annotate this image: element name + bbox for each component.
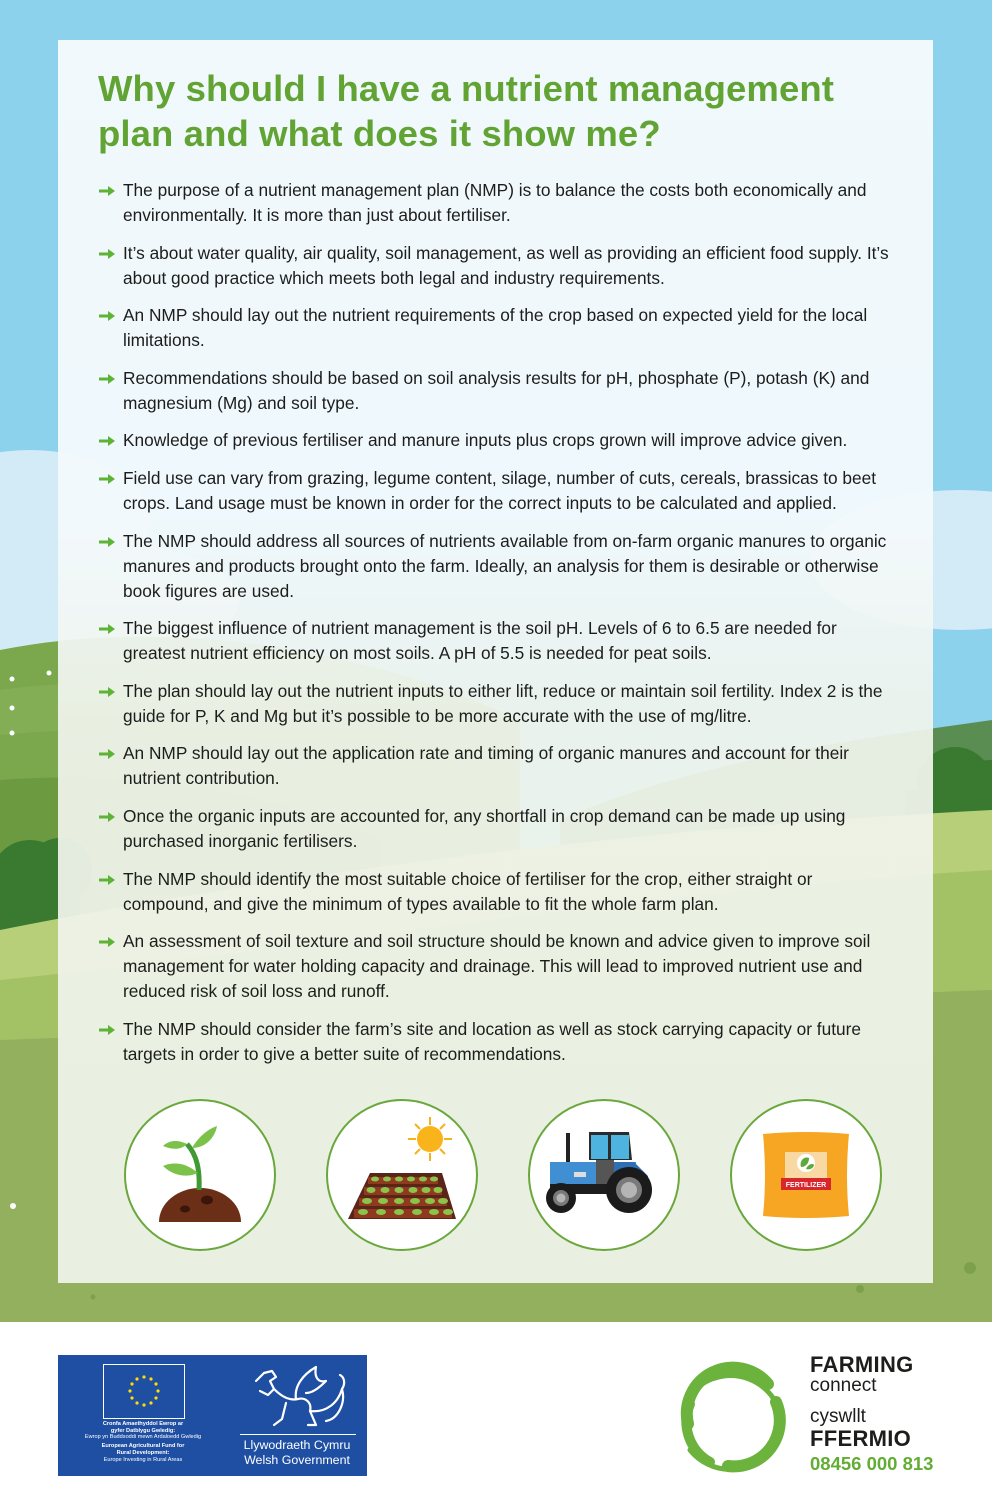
bullet-text: The plan should lay out the nutrient inputs to either lift, reduce or maintain soil fertility. Index 2 is the guide for P, K and Mg but it’s possible to be more accurate with the use of mg/litre. <box>123 680 883 726</box>
bullet-text: The purpose of a nutrient management plan (NMP) is to balance the costs both economically and environmentally. It is more than just about fertiliser. <box>123 180 867 225</box>
phone-number: 08456 000 813 <box>810 1453 934 1474</box>
welsh-gov-text <box>234 1438 360 1468</box>
bullet-text: Knowledge of previous fertiliser and manure inputs plus crops grown will improve advice given. <box>123 430 848 451</box>
bullet-text: The NMP should consider the farm’s site and location as well as stock carrying capacity or future targets in order to give a better suite of recommendations. <box>123 1018 861 1064</box>
eu-line-1: Cronfa Amaethyddol Ewrop ar <box>102 1421 184 1427</box>
connect-label: connect <box>810 1375 877 1396</box>
bullet-text: The biggest influence of nutrient management is the soil pH. Levels of 6 to 6.5 are needed for greatest nutrient efficiency on most soils. A pH of 5.5 is needed for peat soils. <box>123 618 837 664</box>
crop-field-circle <box>326 1099 478 1251</box>
fertilizer-label: FERTILIZER <box>785 1182 827 1189</box>
farming-label: FARMING <box>810 1352 914 1377</box>
content-panel <box>58 40 933 1283</box>
bullet-item <box>96 366 896 416</box>
icon-row <box>124 1099 888 1255</box>
bullet-item <box>96 804 896 854</box>
bullet-text: An assessment of soil texture and soil structure should be known and advice given to improve soil management for water holding capacity and drainage. This will lead to improved nutrient use and reduced risk of soil loss and runoff. <box>123 931 871 1002</box>
eu-fund-text <box>62 1421 224 1463</box>
bullet-text: Recommendations should be based on soil analysis results for pH, phosphate (P), potash (K) and magnesium (Mg) and soil type. <box>123 367 870 413</box>
seedling-circle <box>124 1099 276 1251</box>
blue-tractor-icon <box>544 1130 664 1220</box>
fertilizer-bag-icon <box>761 1130 851 1220</box>
eu-line-3: Ewrop yn Buddsoddi mewn Ardaloedd Gwledig <box>84 1434 202 1441</box>
arrow-right-icon <box>98 936 116 948</box>
bullet-item <box>96 616 896 666</box>
eu-line-6: Europe Investing in Rural Areas <box>103 1456 183 1463</box>
eu-line-5: Rural Development: <box>116 1449 170 1456</box>
arrow-right-icon <box>98 623 116 635</box>
welsh-gov-line-2: Welsh Government <box>244 1453 350 1467</box>
farming-connect-swirl-icon <box>668 1354 798 1484</box>
bullet-item <box>96 241 896 291</box>
bullet-item <box>96 428 896 453</box>
ffermio-label: FFERMIO <box>810 1426 912 1451</box>
arrow-right-icon <box>98 811 116 823</box>
bullet-text: It’s about water quality, air quality, soil management, as well as providing an efficient food supply. It’s about good practice which meets both legal and industry requirements. <box>123 242 889 288</box>
eu-welsh-gov-banner <box>58 1355 367 1476</box>
bullet-item <box>96 529 896 604</box>
arrow-right-icon <box>98 1024 116 1036</box>
arrow-right-icon <box>98 874 116 886</box>
arrow-right-icon <box>98 310 116 322</box>
bullet-item <box>96 741 896 791</box>
arrow-right-icon <box>98 248 116 260</box>
bullet-text: An NMP should lay out the application rate and timing of organic manures and account for their nutrient contribution. <box>123 743 849 789</box>
arrow-right-icon <box>98 435 116 447</box>
arrow-right-icon <box>98 185 116 197</box>
bullet-item <box>96 1017 896 1067</box>
welsh-dragon-icon <box>246 1363 350 1431</box>
bullet-list <box>96 178 896 1079</box>
crop-field-with-sun-icon <box>342 1115 462 1235</box>
welsh-gov-line-1: Llywodraeth Cymru <box>243 1438 351 1452</box>
arrow-right-icon <box>98 686 116 698</box>
bullet-text: An NMP should lay out the nutrient requirements of the crop based on expected yield for the local limitations. <box>123 305 868 351</box>
farming-connect-wordmark <box>810 1354 933 1476</box>
arrow-right-icon <box>98 473 116 485</box>
page-title: Why should I have a nutrient management plan and what does it show me? <box>98 68 835 154</box>
bullet-item <box>96 178 896 228</box>
bullet-item <box>96 679 896 729</box>
tractor-circle <box>528 1099 680 1251</box>
bullet-item <box>96 466 896 516</box>
eu-flag-icon <box>103 1364 185 1419</box>
divider <box>240 1434 356 1435</box>
bullet-item <box>96 867 896 917</box>
bullet-text: The NMP should address all sources of nutrients available from on-farm organic manures to organic manures and products brought onto the farm. Ideally, an analysis for them is desirable or otherwise book figures are used. <box>123 530 887 601</box>
seedling-in-soil-icon <box>145 1120 255 1230</box>
bullet-text: Field use can vary from grazing, legume content, silage, number of cuts, cereals, brassicas to beet crops. Land usage must be known in order for the correct inputs to be calculated and applied. <box>123 467 877 513</box>
eu-line-4: European Agricultural Fund for <box>101 1443 185 1450</box>
cyswllt-label: cyswllt <box>810 1406 866 1427</box>
arrow-right-icon <box>98 748 116 760</box>
fertilizer-circle <box>730 1099 882 1251</box>
arrow-right-icon <box>98 536 116 548</box>
bullet-item <box>96 929 896 1004</box>
eu-line-2: gyfer Datblygu Gwledig: <box>110 1427 176 1434</box>
bullet-text: The NMP should identify the most suitable choice of fertiliser for the crop, either straight or compound, and give the minimum of types available to fit the whole farm plan. <box>123 868 813 914</box>
arrow-right-icon <box>98 373 116 385</box>
bullet-text: Once the organic inputs are accounted for, any shortfall in crop demand can be made up using purchased inorganic fertilisers. <box>123 805 846 851</box>
footer <box>0 1322 992 1512</box>
bullet-item <box>96 303 896 353</box>
